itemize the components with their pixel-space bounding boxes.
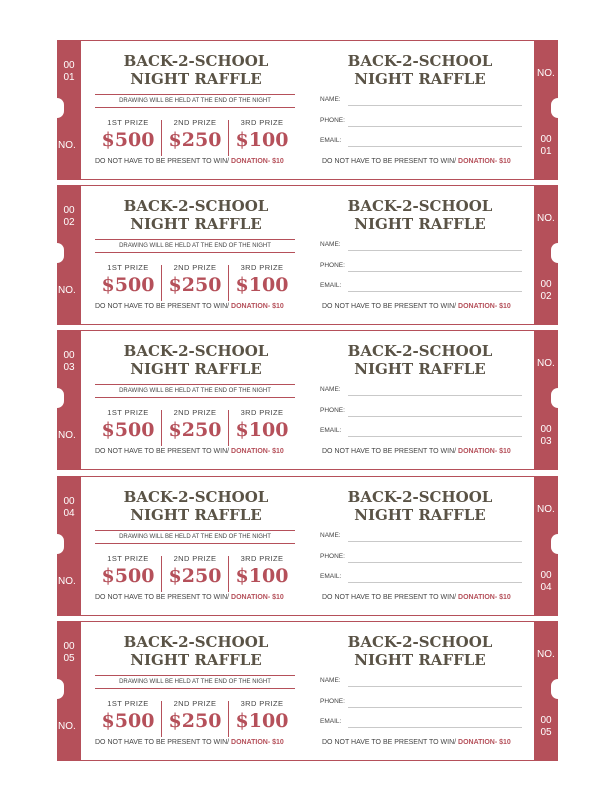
ticket-stub-left bbox=[57, 40, 81, 180]
field-line[interactable] bbox=[348, 541, 522, 542]
entry-field[interactable] bbox=[320, 532, 522, 542]
ticket-number-part: 05 bbox=[540, 727, 552, 738]
stub-notch bbox=[50, 388, 64, 408]
prize-amount: $100 bbox=[235, 129, 289, 151]
field-label: PHONE: bbox=[320, 698, 345, 705]
ticket-stub-right bbox=[534, 330, 558, 470]
drawing-note: DRAWING WILL BE HELD AT THE END OF THE NIGHT bbox=[95, 530, 295, 544]
title-line: BACK-2-SCHOOL bbox=[347, 488, 493, 506]
ticket-number-part: 03 bbox=[540, 436, 552, 447]
ticket-body bbox=[81, 330, 534, 470]
prize-block bbox=[229, 118, 295, 158]
prize-divider bbox=[161, 556, 162, 592]
stub-notch bbox=[50, 534, 64, 554]
ticket-stub-right bbox=[534, 185, 558, 325]
field-label: EMAIL: bbox=[320, 427, 342, 434]
stub-notch bbox=[551, 679, 565, 699]
prize-amount: $250 bbox=[168, 565, 222, 587]
ticket-title bbox=[91, 488, 301, 524]
prize-divider bbox=[228, 120, 229, 156]
title-line: NIGHT RAFFLE bbox=[130, 651, 262, 669]
entry-field[interactable] bbox=[320, 241, 522, 251]
drawing-note: DRAWING WILL BE HELD AT THE END OF THE NIGHT bbox=[95, 675, 295, 689]
prize-amount: $100 bbox=[235, 274, 289, 296]
ticket-number-part: 01 bbox=[540, 146, 552, 157]
ticket-body bbox=[81, 40, 534, 180]
ticket-number bbox=[57, 641, 81, 665]
title-line: BACK-2-SCHOOL bbox=[347, 633, 493, 651]
stub-notch bbox=[551, 534, 565, 554]
footer-text: DO NOT HAVE TO BE PRESENT TO WIN/ bbox=[95, 739, 232, 746]
prize-label: 3RD PRIZE bbox=[240, 263, 284, 272]
ticket-number-part: 04 bbox=[63, 508, 75, 519]
entry-field[interactable] bbox=[320, 427, 522, 437]
ticket-number bbox=[534, 570, 558, 594]
footer-note bbox=[95, 739, 284, 746]
field-label: EMAIL: bbox=[320, 282, 342, 289]
no-label: NO. bbox=[537, 213, 555, 224]
ticket-number-part: 00 bbox=[63, 350, 75, 361]
prize-amount: $100 bbox=[235, 419, 289, 441]
ticket-number-part: 00 bbox=[540, 570, 552, 581]
title-line: BACK-2-SCHOOL bbox=[347, 342, 493, 360]
title-line: NIGHT RAFFLE bbox=[130, 70, 262, 88]
title-line: BACK-2-SCHOOL bbox=[123, 197, 269, 215]
prize-block bbox=[229, 408, 295, 448]
title-line: NIGHT RAFFLE bbox=[354, 651, 486, 669]
footer-text: DO NOT HAVE TO BE PRESENT TO WIN/ bbox=[95, 158, 232, 165]
field-line[interactable] bbox=[348, 707, 522, 708]
title-line: NIGHT RAFFLE bbox=[354, 70, 486, 88]
ticket-number bbox=[57, 205, 81, 229]
donation-amount: DONATION- $10 bbox=[458, 594, 511, 601]
field-label: EMAIL: bbox=[320, 718, 342, 725]
field-label: PHONE: bbox=[320, 553, 345, 560]
raffle-ticket bbox=[57, 185, 558, 325]
ticket-number-part: 04 bbox=[540, 582, 552, 593]
ticket-stub-left bbox=[57, 621, 81, 761]
prize-divider bbox=[228, 701, 229, 737]
footer-note bbox=[322, 448, 511, 455]
prize-label: 3RD PRIZE bbox=[240, 408, 284, 417]
donation-amount: DONATION- $10 bbox=[231, 448, 284, 455]
prize-block bbox=[162, 699, 228, 739]
ticket-number-part: 00 bbox=[540, 424, 552, 435]
prize-divider bbox=[228, 265, 229, 301]
prize-block bbox=[162, 554, 228, 594]
prize-amount: $500 bbox=[101, 129, 155, 151]
title-line: BACK-2-SCHOOL bbox=[123, 52, 269, 70]
stub-notch bbox=[50, 98, 64, 118]
prize-amount: $100 bbox=[235, 565, 289, 587]
stub-notch bbox=[551, 388, 565, 408]
entry-field[interactable] bbox=[320, 262, 522, 272]
prize-row bbox=[95, 263, 295, 303]
no-label: NO. bbox=[58, 140, 76, 151]
title-line: NIGHT RAFFLE bbox=[354, 215, 486, 233]
prize-label: 1ST PRIZE bbox=[107, 554, 149, 563]
ticket-number-part: 00 bbox=[63, 205, 75, 216]
drawing-note: DRAWING WILL BE HELD AT THE END OF THE NIGHT bbox=[95, 384, 295, 398]
prize-label: 1ST PRIZE bbox=[107, 118, 149, 127]
field-line[interactable] bbox=[348, 582, 522, 583]
prize-label: 3RD PRIZE bbox=[240, 118, 284, 127]
ticket-number bbox=[534, 715, 558, 739]
title-line: BACK-2-SCHOOL bbox=[123, 488, 269, 506]
donation-amount: DONATION- $10 bbox=[231, 739, 284, 746]
entry-field[interactable] bbox=[320, 698, 522, 708]
raffle-ticket bbox=[57, 476, 558, 616]
ticket-number-part: 02 bbox=[63, 217, 75, 228]
field-label: PHONE: bbox=[320, 262, 345, 269]
field-line[interactable] bbox=[348, 395, 522, 396]
donation-amount: DONATION- $10 bbox=[458, 448, 511, 455]
prize-row bbox=[95, 554, 295, 594]
ticket-number-part: 00 bbox=[540, 279, 552, 290]
prize-amount: $500 bbox=[101, 565, 155, 587]
field-line[interactable] bbox=[348, 416, 522, 417]
field-line[interactable] bbox=[348, 146, 522, 147]
prize-amount: $500 bbox=[101, 710, 155, 732]
prize-block bbox=[162, 408, 228, 448]
prize-amount: $250 bbox=[168, 419, 222, 441]
prize-label: 1ST PRIZE bbox=[107, 263, 149, 272]
ticket-stub-left bbox=[57, 330, 81, 470]
entry-field[interactable] bbox=[320, 677, 522, 687]
field-line[interactable] bbox=[348, 686, 522, 687]
footer-note bbox=[322, 158, 511, 165]
ticket-title bbox=[91, 197, 301, 233]
prize-row bbox=[95, 118, 295, 158]
prize-block bbox=[229, 263, 295, 303]
entry-field[interactable] bbox=[320, 407, 522, 417]
prize-block bbox=[95, 118, 161, 158]
footer-text: DO NOT HAVE TO BE PRESENT TO WIN/ bbox=[322, 594, 459, 601]
footer-text: DO NOT HAVE TO BE PRESENT TO WIN/ bbox=[322, 303, 459, 310]
prize-divider bbox=[161, 701, 162, 737]
prize-amount: $500 bbox=[101, 419, 155, 441]
prize-divider bbox=[161, 120, 162, 156]
entry-field[interactable] bbox=[320, 282, 522, 292]
prize-divider bbox=[161, 265, 162, 301]
prize-label: 2ND PRIZE bbox=[173, 118, 217, 127]
ticket-title bbox=[311, 52, 529, 88]
ticket-number-part: 00 bbox=[63, 60, 75, 71]
donation-amount: DONATION- $10 bbox=[231, 158, 284, 165]
ticket-number-part: 03 bbox=[63, 362, 75, 373]
prize-divider bbox=[161, 410, 162, 446]
field-label: EMAIL: bbox=[320, 573, 342, 580]
raffle-ticket bbox=[57, 330, 558, 470]
donation-amount: DONATION- $10 bbox=[458, 303, 511, 310]
ticket-body bbox=[81, 621, 534, 761]
footer-text: DO NOT HAVE TO BE PRESENT TO WIN/ bbox=[322, 739, 459, 746]
title-line: NIGHT RAFFLE bbox=[130, 360, 262, 378]
field-line[interactable] bbox=[348, 562, 522, 563]
prize-block bbox=[95, 408, 161, 448]
field-line[interactable] bbox=[348, 126, 522, 127]
title-line: BACK-2-SCHOOL bbox=[347, 197, 493, 215]
prize-amount: $250 bbox=[168, 274, 222, 296]
stub-notch bbox=[50, 243, 64, 263]
footer-note bbox=[322, 303, 511, 310]
prize-block bbox=[229, 554, 295, 594]
prize-row bbox=[95, 699, 295, 739]
prize-label: 2ND PRIZE bbox=[173, 263, 217, 272]
prize-block bbox=[95, 263, 161, 303]
footer-note bbox=[95, 448, 284, 455]
title-line: NIGHT RAFFLE bbox=[354, 506, 486, 524]
footer-text: DO NOT HAVE TO BE PRESENT TO WIN/ bbox=[322, 158, 459, 165]
ticket-title bbox=[91, 52, 301, 88]
footer-note bbox=[95, 594, 284, 601]
no-label: NO. bbox=[537, 504, 555, 515]
footer-note bbox=[95, 303, 284, 310]
footer-note bbox=[95, 158, 284, 165]
no-label: NO. bbox=[58, 576, 76, 587]
entry-field[interactable] bbox=[320, 718, 522, 728]
ticket-number-part: 00 bbox=[63, 641, 75, 652]
ticket-title bbox=[91, 633, 301, 669]
prize-label: 1ST PRIZE bbox=[107, 699, 149, 708]
ticket-number-part: 00 bbox=[540, 715, 552, 726]
title-line: NIGHT RAFFLE bbox=[354, 360, 486, 378]
prize-label: 3RD PRIZE bbox=[240, 699, 284, 708]
prize-amount: $500 bbox=[101, 274, 155, 296]
prize-label: 1ST PRIZE bbox=[107, 408, 149, 417]
ticket-stub-right bbox=[534, 476, 558, 616]
field-label: EMAIL: bbox=[320, 137, 342, 144]
ticket-stub-right bbox=[534, 40, 558, 180]
no-label: NO. bbox=[58, 721, 76, 732]
raffle-ticket bbox=[57, 621, 558, 761]
entry-field[interactable] bbox=[320, 386, 522, 396]
prize-block bbox=[162, 118, 228, 158]
no-label: NO. bbox=[58, 430, 76, 441]
footer-text: DO NOT HAVE TO BE PRESENT TO WIN/ bbox=[95, 594, 232, 601]
title-line: NIGHT RAFFLE bbox=[130, 215, 262, 233]
field-label: NAME: bbox=[320, 96, 341, 103]
ticket-number bbox=[57, 350, 81, 374]
ticket-number-part: 00 bbox=[63, 496, 75, 507]
prize-label: 3RD PRIZE bbox=[240, 554, 284, 563]
donation-amount: DONATION- $10 bbox=[231, 594, 284, 601]
ticket-stub-right bbox=[534, 621, 558, 761]
entry-field[interactable] bbox=[320, 553, 522, 563]
prize-block bbox=[229, 699, 295, 739]
entry-field[interactable] bbox=[320, 96, 522, 106]
field-label: NAME: bbox=[320, 241, 341, 248]
no-label: NO. bbox=[537, 649, 555, 660]
field-line[interactable] bbox=[348, 271, 522, 272]
footer-text: DO NOT HAVE TO BE PRESENT TO WIN/ bbox=[322, 448, 459, 455]
title-line: BACK-2-SCHOOL bbox=[123, 633, 269, 651]
field-label: NAME: bbox=[320, 386, 341, 393]
footer-text: DO NOT HAVE TO BE PRESENT TO WIN/ bbox=[95, 448, 232, 455]
ticket-title bbox=[311, 488, 529, 524]
drawing-note: DRAWING WILL BE HELD AT THE END OF THE NIGHT bbox=[95, 239, 295, 253]
donation-amount: DONATION- $10 bbox=[458, 158, 511, 165]
prize-amount: $100 bbox=[235, 710, 289, 732]
ticket-number bbox=[57, 496, 81, 520]
footer-text: DO NOT HAVE TO BE PRESENT TO WIN/ bbox=[95, 303, 232, 310]
field-line[interactable] bbox=[348, 250, 522, 251]
prize-amount: $250 bbox=[168, 710, 222, 732]
title-line: BACK-2-SCHOOL bbox=[123, 342, 269, 360]
ticket-body bbox=[81, 476, 534, 616]
no-label: NO. bbox=[537, 358, 555, 369]
ticket-number bbox=[534, 134, 558, 158]
field-label: NAME: bbox=[320, 532, 341, 539]
ticket-title bbox=[311, 197, 529, 233]
entry-field[interactable] bbox=[320, 137, 522, 147]
prize-label: 2ND PRIZE bbox=[173, 699, 217, 708]
ticket-number bbox=[534, 279, 558, 303]
ticket-number-part: 00 bbox=[540, 134, 552, 145]
prize-row bbox=[95, 408, 295, 448]
ticket-body bbox=[81, 185, 534, 325]
stub-notch bbox=[551, 98, 565, 118]
footer-note bbox=[322, 594, 511, 601]
no-label: NO. bbox=[537, 68, 555, 79]
field-line[interactable] bbox=[348, 436, 522, 437]
ticket-stub-left bbox=[57, 476, 81, 616]
donation-amount: DONATION- $10 bbox=[458, 739, 511, 746]
drawing-note: DRAWING WILL BE HELD AT THE END OF THE NIGHT bbox=[95, 94, 295, 108]
prize-block bbox=[95, 699, 161, 739]
raffle-ticket bbox=[57, 40, 558, 180]
ticket-stub-left bbox=[57, 185, 81, 325]
field-line[interactable] bbox=[348, 105, 522, 106]
footer-note bbox=[322, 739, 511, 746]
ticket-title bbox=[311, 342, 529, 378]
prize-label: 2ND PRIZE bbox=[173, 408, 217, 417]
prize-block bbox=[95, 554, 161, 594]
entry-field[interactable] bbox=[320, 117, 522, 127]
entry-field[interactable] bbox=[320, 573, 522, 583]
prize-divider bbox=[228, 410, 229, 446]
ticket-title bbox=[91, 342, 301, 378]
field-line[interactable] bbox=[348, 291, 522, 292]
ticket-number bbox=[534, 424, 558, 448]
stub-notch bbox=[50, 679, 64, 699]
no-label: NO. bbox=[58, 285, 76, 296]
ticket-number-part: 05 bbox=[63, 653, 75, 664]
prize-label: 2ND PRIZE bbox=[173, 554, 217, 563]
ticket-title bbox=[311, 633, 529, 669]
prize-block bbox=[162, 263, 228, 303]
title-line: NIGHT RAFFLE bbox=[130, 506, 262, 524]
field-line[interactable] bbox=[348, 727, 522, 728]
title-line: BACK-2-SCHOOL bbox=[347, 52, 493, 70]
stub-notch bbox=[551, 243, 565, 263]
field-label: PHONE: bbox=[320, 117, 345, 124]
donation-amount: DONATION- $10 bbox=[231, 303, 284, 310]
field-label: NAME: bbox=[320, 677, 341, 684]
prize-divider bbox=[228, 556, 229, 592]
ticket-number bbox=[57, 60, 81, 84]
prize-amount: $250 bbox=[168, 129, 222, 151]
field-label: PHONE: bbox=[320, 407, 345, 414]
ticket-number-part: 02 bbox=[540, 291, 552, 302]
ticket-number-part: 01 bbox=[63, 72, 75, 83]
